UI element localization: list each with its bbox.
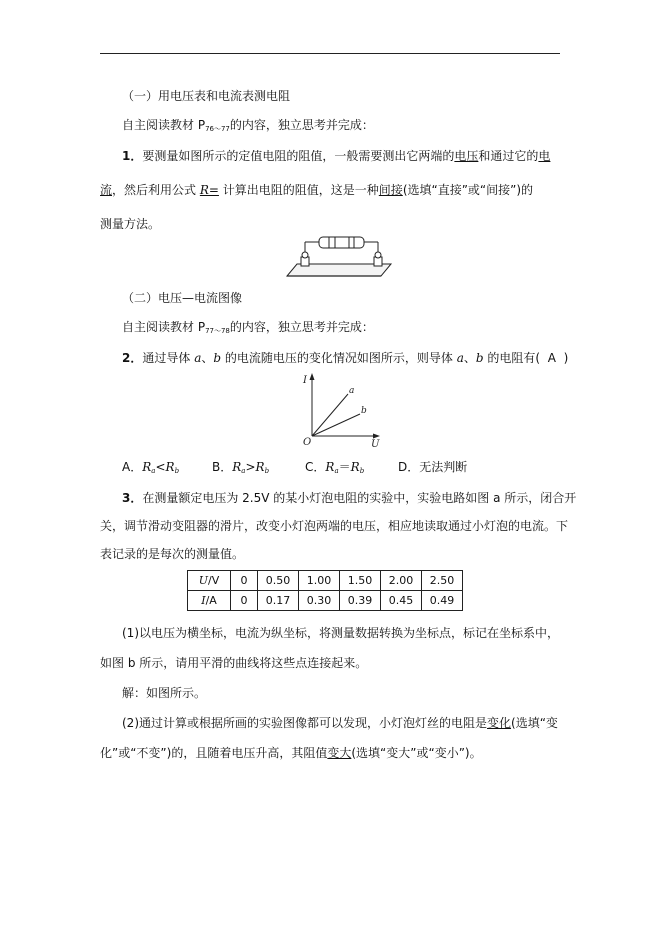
table-cell: 0.30 [299, 591, 340, 611]
answer-current-part2: 流 [100, 183, 113, 197]
question-3-part-1-line-1: (1)以电压为横坐标，电流为纵坐标，将测量数据转换为坐标点，标记在坐标系中， [122, 626, 560, 640]
answer-current-part1: 电 [538, 149, 551, 163]
question-3-line-1: 3．在测量额定电压为 2.5V 的某小灯泡电阻的实验中，实验电路如图 a 所示，闭合开 [122, 491, 577, 505]
question-1-line-1: 1．要测量如图所示的定值电阻的阻值，一般需要测出它两端的电压和通过它的电 [122, 149, 551, 163]
table-cell: 0 [231, 591, 258, 611]
reading-instruction-1: 自主阅读教材 $P_{76\sim 77}$的内容，独立思考并完成： [122, 118, 374, 133]
table-cell: 0.45 [381, 591, 422, 611]
table-header-u: U/V [188, 571, 231, 591]
table-header-i: I/A [188, 591, 231, 611]
answer-indirect: 间接 [378, 183, 403, 197]
question-3-part-2-line-1: (2)通过计算或根据所画的实验图像都可以发现，小灯泡灯丝的电阻是变化(选填“变 [122, 716, 558, 730]
question-3-part-2-line-2: 化”或“不变”)的，且随着电压升高，其阻值变大(选填“变大”或“变小”)。 [100, 746, 482, 760]
line-label-a: a [349, 386, 355, 396]
table-cell: 0.49 [422, 591, 463, 611]
header-rule [100, 53, 560, 54]
answer-voltage: 电压 [454, 149, 479, 163]
question-1-line-3: 测量方法。 [100, 217, 161, 231]
option-b: B．$R_a>R_b$ [212, 460, 270, 475]
reading-instruction-2: 自主阅读教材 $P_{77\sim 78}$的内容，独立思考并完成： [122, 320, 374, 335]
option-d: D．无法判断 [398, 460, 468, 474]
formula-blank: R= [199, 183, 219, 197]
table-cell: 0.39 [340, 591, 381, 611]
option-c: C．$R_a=R_b$ [305, 460, 365, 475]
table-cell: 0 [231, 571, 258, 591]
question-3-line-2: 关，调节滑动变阻器的滑片，改变小灯泡两端的电压，相应地读取通过小灯泡的电流。下 [100, 519, 569, 533]
table-row-voltage [188, 571, 463, 591]
question-2-answer: A [547, 351, 556, 365]
axis-label-u: U [371, 439, 380, 448]
table-cell: 0.50 [258, 571, 299, 591]
measurement-table [187, 570, 463, 611]
answer-changes: 变化 [487, 716, 512, 730]
resistor-figure [283, 234, 395, 280]
question-3-part-1-line-2: 如图 b 所示，请用平滑的曲线将这些点连接起来。 [100, 656, 368, 670]
section-2-title: （二）电压—电流图像 [122, 291, 243, 305]
answer-increases: 变大 [327, 746, 352, 760]
table-cell: 2.00 [381, 571, 422, 591]
option-a: A．$R_a<R_b$ [122, 460, 180, 475]
line-label-b: b [361, 406, 367, 416]
question-1-line-2: 流，然后利用公式 R= 计算出电阻的阻值，这是一种间接(选填“直接”或“间接”)的 [100, 183, 534, 197]
table-cell: 1.00 [299, 571, 340, 591]
iu-graph [296, 370, 386, 448]
question-3-line-3: 表记录的是每次的测量值。 [100, 547, 245, 561]
solution-text: 解：如图所示。 [122, 686, 207, 700]
table-cell: 2.50 [422, 571, 463, 591]
question-2-stem: 2．通过导体 a、b 的电流随电压的变化情况如图所示，则导体 a、b 的电阻有( A ) [122, 351, 569, 365]
section-1-title: （一）用电压表和电流表测电阻 [122, 89, 291, 103]
table-cell: 0.17 [258, 591, 299, 611]
origin-label: O [303, 437, 312, 448]
axis-label-i: I [303, 375, 307, 386]
table-cell: 1.50 [340, 571, 381, 591]
table-row-current [188, 591, 463, 611]
